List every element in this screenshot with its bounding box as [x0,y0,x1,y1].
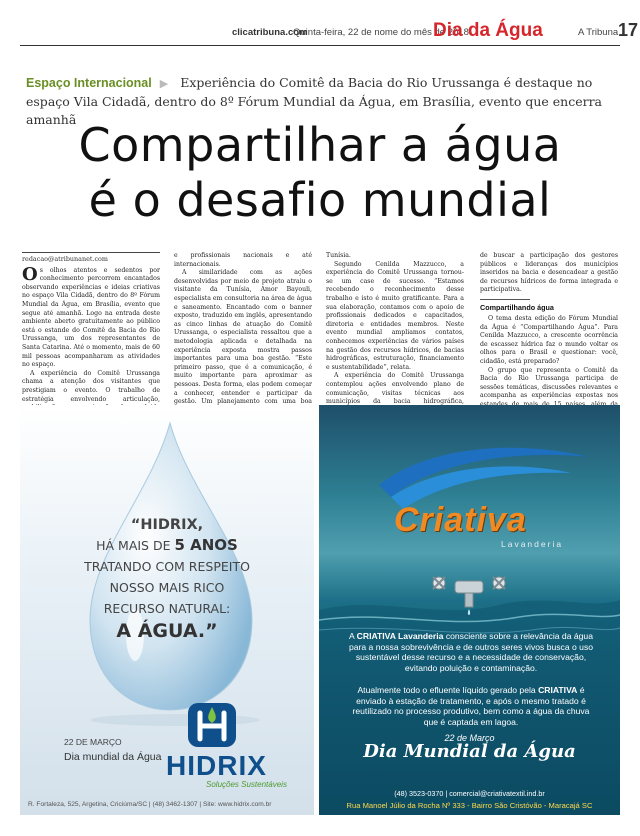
drop-cap: O [22,263,38,285]
paragraph: A experiência do Comitê Urussanga chama a atenção dos visitantes que prestigiam o evento. O trabalho de estratégia envolvendo articulação, [22,369,160,403]
hidrix-brand: HIDRIX [166,750,267,781]
paragraph: O tema desta edição do Fórum Mundial da Água é “Compartilhando Água”. Para Cenilda Mazzucco, a crescente ocorrência de escassez hídrica faz o mundo voltar os olhos para o Brasil e questionar: você, cidadão, está preparado? [480,314,618,365]
section-title: Dia da Água [433,20,543,41]
page-header [20,20,639,46]
paragraph: s olhos atentos e sedentos por conhecimento percorrem encantados observando experiências e ideias criativas no espaço Vila Cidadã, dentro do 8º Fórum Mundial da Água, em Brasília, evento que segue até amanhã. Logo na entrada deste ambiente aberto gratuitamente ao público está o estande do Comitê da Bacia do Rio Urussanga, um dos representantes de Santa Catarina. Até o momento, mais de 60 mil pessoas acompanharam as atividades no espaço. [22,266,160,369]
paragraph: O grupo que representa o Comitê da Bacia do Rio Urussanga participa de sessões temáticas, discussões relevantes e acompanha as experiências expostas nos [480,366,618,400]
hidrix-address: R. Fortaleza, 525, Argetina, Criciúma/SC | (48) 3462-1307 | Site: www.hidrix.com.br [28,801,272,808]
kicker-text: Experiência do Comitê da Bacia do Rio Urussanga é destaque no espaço Vila Cidadã, dentro do 8º Fórum Mundial da Água, em Brasília, evento que encerra amanhã [26,75,603,127]
criativa-ad[interactable] [319,405,620,815]
paragraph: A experiência do Comitê Urussanga contemplou ações envolvendo plano de comunicação, visitas técnicas aos municípios da bacia hidrográfica, [326,372,464,406]
hidrix-tagline: Soluções Sustentáveis [206,780,287,789]
page-number: 17 [618,20,639,40]
quote-line: A ÁGUA.” [116,620,218,642]
hidrix-date: 22 DE MARÇO [64,737,122,747]
newspaper-name: A Tribuna [578,27,619,38]
headline-line-2: é o desafio mundial [88,173,552,227]
criativa-date: 22 de Março [444,733,495,743]
article-column-4 [480,252,618,402]
quote-line: RECURSO NATURAL: [103,601,231,616]
author-email[interactable]: redacao@atribunanet.com [22,252,160,264]
arrow-right-icon: ▶ [159,77,169,90]
article-column-2 [174,252,313,406]
headline [0,118,640,228]
criativa-contact[interactable]: (48) 3523-0370 | comercial@criativatextil.ind.br [394,789,545,798]
hidrix-ad[interactable] [20,405,314,815]
issue-date: Quinta-feira, 22 de nome do mês de 2018 [293,27,469,38]
headline-line-1: Compartilhar a água [78,118,562,172]
site-url[interactable]: clicatribuna.com [232,27,308,38]
hidrix-logo-icon [182,701,242,751]
paragraph: Segundo Cenilda Mazzucco, a experiência do Comitê Urussanga tornou-se um case de sucesso. “Estamos recebendo o reconhecimento desse trabalho e isto é muito gratificante. Para a sua elaboração, contamos com o apoio de profissionais dedicados e capacitados, diretoria e entidades membros. Neste evento mundial ampliamos contatos, conhecemos experiências de vários países na gestão dos recursos hídricos, de bacias hidrográficas, estruturação, financiamento e sustentabilidade”, relata. [326,260,464,371]
article-body [22,252,618,406]
article-column-1 [22,252,160,402]
criativa-brand: Criativa [394,501,527,539]
paragraph: Tunísia. [326,252,351,259]
article-column-3 [326,252,464,406]
paragraph: A similaridade com as ações desenvolvidas por meio de projeto atraiu o visitante da Tunísia, Amor Bayouli, especialista em consultoria na área de água e saneamento. Encantado com o banner exposto, traduzido em inglês, apresentando as cinco linhas de atuação do Comitê Urussanga, o especialista ressaltou que a metodologia aplicada e detalhada na experiência exposta mostra passos importantes para uma boa gestão. “Este primeiro passo, que é a comunicação, é muito importante para aproximar as pessoas. Desta forma, elas podem começar a conhecer, entender e participar da gestão. Um planejamento com uma boa [174,269,313,406]
paragraph: de buscar a participação dos gestores públicos e lideranças dos municípios inseridos na bacia e desencadear a gestão de recursos hídricos de forma integrada e participativa. [480,252,618,294]
criativa-text-2: Atualmente todo o efluente líquido gerado pela CRIATIVA é enviado à estação de tratamento, e após o mesmo tratado é reutilizado no processo produtivo, bem como a água da chuva que é captada em lagoa. [352,685,590,727]
quote-line: HÁ MAIS DE 5 ANOS [96,536,238,554]
hidrix-day-name: Dia mundial da Água [64,751,162,763]
criativa-text-1: A CRIATIVA Lavanderia consciente sobre a relevância da água para a nossa sobrevivência e de outros seres vivos busca o uso sustentável desse recurso e a necessidade de conservação, evitando poluição e contaminação. [348,631,594,673]
subheading: Compartilhando água [480,299,618,312]
criativa-day-name: Dia Mundial da Água [363,741,576,762]
hidrix-quote [20,515,314,643]
quote-line: “HIDRIX, [130,517,204,533]
kicker-label: Espaço Internacional [26,76,152,90]
quote-line: TRATANDO COM RESPEITO [84,559,250,574]
quote-line: NOSSO MAIS RICO [109,580,225,595]
criativa-address: Rua Manoel Júlio da Rocha Nº 333 - Bairro São Cristóvão - Maracajá SC [346,801,593,810]
paragraph: e profissionais nacionais e até internacionais. [174,252,312,268]
criativa-subtitle: Lavanderia [501,539,564,549]
